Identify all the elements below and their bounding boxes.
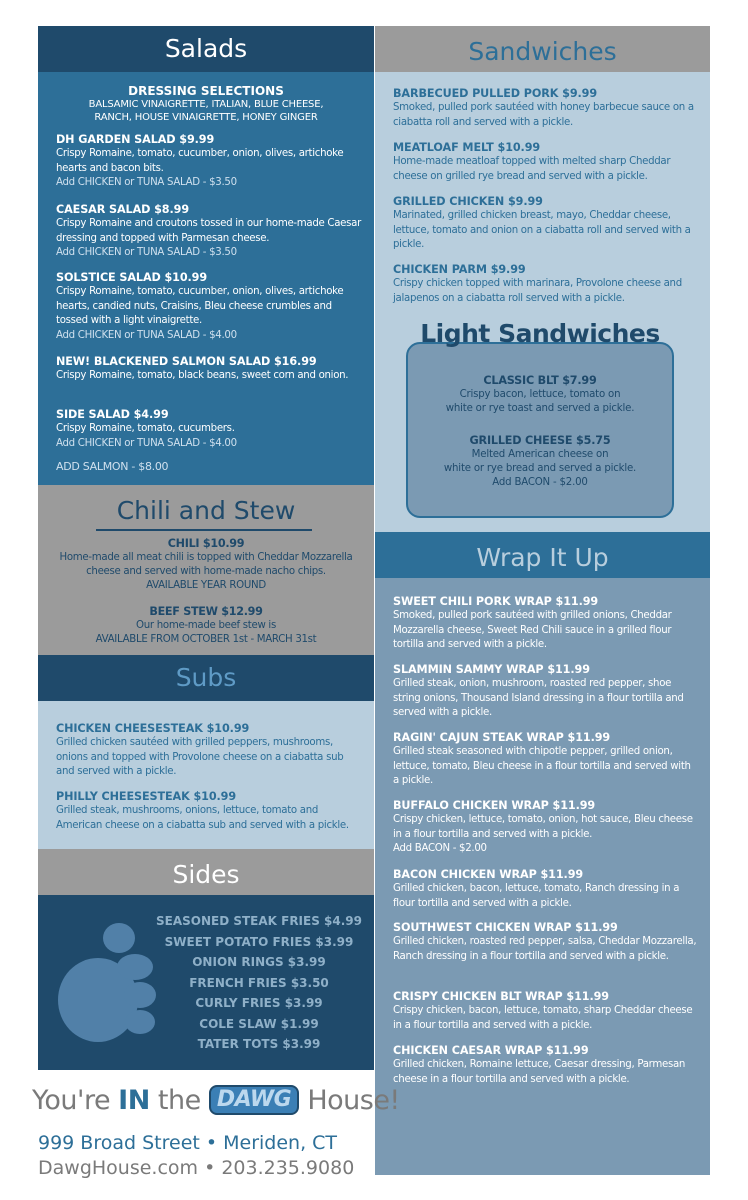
wraps-title: Wrap It Up	[476, 543, 609, 572]
item-desc: Melted American cheese on	[471, 449, 609, 460]
item-desc: Smoked, pulled pork sautéed with honey barbecue sauce on a ciabatta roll and served with a pickle.	[393, 102, 694, 128]
item-desc: Grilled steak, mushrooms, onions, lettuce, tomato and American cheese on a ciabatta sub and served with a pickle.	[56, 805, 349, 831]
item-desc: Crispy Romaine, tomato, cucumber, onion, olives, artichoke hearts and bacon bits.	[56, 148, 344, 174]
menu-item	[393, 662, 699, 721]
chili-title: Chili and Stew	[116, 496, 296, 525]
item-name: GRILLED CHEESE $5.75	[469, 434, 611, 447]
add-salmon: ADD SALMON - $8.00	[56, 460, 169, 473]
item-desc: Crispy chicken, bacon, lettuce, tomato, sharp Cheddar cheese in a flour tortilla and served with a pickle.	[393, 1005, 693, 1031]
sides-list	[38, 911, 374, 1055]
menu-item	[408, 374, 672, 416]
menu-item	[393, 86, 699, 130]
dressing-line: BALSAMIC VINAIGRETTE, ITALIAN, BLUE CHEESE,	[88, 99, 324, 110]
item-desc: Crispy Romaine, tomato, cucumbers.	[56, 423, 235, 434]
item-desc: Grilled chicken, roasted red pepper, salsa, Cheddar Mozzarella, Ranch dressing in a flour tortilla and served with a pickle.	[393, 936, 697, 962]
item-name: CLASSIC BLT $7.99	[483, 374, 597, 387]
menu-item	[38, 537, 374, 593]
menu-item	[56, 407, 362, 451]
menu-item	[393, 262, 699, 306]
item-name: CHICKEN CHEESESTEAK $10.99	[56, 722, 250, 735]
sides-title: Sides	[172, 860, 240, 889]
item-desc: Grilled chicken, Romaine lettuce, Caesar dressing, Parmesan cheese in a flour tortilla and served with a pickle.	[393, 1059, 686, 1085]
salads-section	[38, 72, 374, 485]
item-desc: Home-made meatloaf topped with melted sharp Cheddar cheese on grilled rye bread and served with a pickle.	[393, 156, 671, 182]
subs-section	[38, 701, 374, 849]
menu-item	[56, 354, 362, 384]
item-desc: Crispy Romaine, tomato, black beans, sweet corn and onion.	[56, 370, 349, 381]
title-underline	[96, 529, 312, 531]
slogan-in: IN	[118, 1085, 150, 1116]
menu-item	[393, 594, 699, 653]
menu-item	[393, 1043, 699, 1087]
item-name: BARBECUED PULLED PORK $9.99	[393, 87, 598, 100]
item-desc: Grilled steak seasoned with chipotle pepper, grilled onion, lettuce, tomato, Bleu cheese in a flour tortilla and served with a pickle.	[393, 746, 691, 786]
item-desc: Our home-made beef stew is	[136, 620, 276, 631]
item-name: MEATLOAF MELT $10.99	[393, 141, 541, 154]
item-name: PHILLY CHEESESTEAK $10.99	[56, 790, 237, 803]
item-name: BUFFALO CHICKEN WRAP $11.99	[393, 799, 596, 812]
light-sandwiches-title: Light Sandwiches	[420, 319, 660, 348]
item-addon: Add BACON - $2.00	[492, 477, 588, 488]
item-desc: Grilled chicken, bacon, lettuce, tomato, Ranch dressing in a flour tortilla and served with a pickle.	[393, 883, 680, 909]
item-name: CHILI $10.99	[167, 537, 245, 550]
menu-item	[393, 867, 699, 911]
menu-item	[56, 202, 362, 261]
dawg-logo: DAWG	[209, 1085, 299, 1115]
item-name: CHICKEN CAESAR WRAP $11.99	[393, 1044, 589, 1057]
chili-header	[38, 485, 374, 535]
item-desc: white or rye toast and served a pickle.	[445, 403, 635, 414]
dressing-line: RANCH, HOUSE VINAIGRETTE, HONEY GINGER	[94, 112, 318, 123]
slogan-text: You're	[32, 1085, 119, 1116]
footer-address: 999 Broad Street • Meriden, CT	[38, 1132, 338, 1154]
item-name: CAESAR SALAD $8.99	[56, 203, 190, 216]
subs-header	[38, 655, 374, 701]
menu-item	[56, 132, 362, 191]
item-addon: Add CHICKEN or TUNA SALAD - $3.50	[56, 177, 237, 188]
wraps-header	[375, 532, 710, 578]
item-note: AVAILABLE YEAR ROUND	[146, 580, 266, 591]
menu-item	[393, 989, 699, 1033]
dressing-title: DRESSING SELECTIONS	[128, 84, 284, 98]
chili-section	[38, 535, 374, 655]
item-desc: white or rye bread and served a pickle.	[443, 463, 637, 474]
salads-header	[38, 26, 374, 72]
item-name: SOUTHWEST CHICKEN WRAP $11.99	[393, 921, 618, 934]
menu-item	[56, 270, 362, 343]
footer-website-phone: DawgHouse.com • 203.235.9080	[38, 1157, 355, 1179]
item-name: CHICKEN PARM $9.99	[393, 263, 526, 276]
wraps-section	[375, 578, 710, 1175]
slogan-text: House!	[299, 1085, 400, 1116]
item-addon: Add CHICKEN or TUNA SALAD - $3.50	[56, 247, 237, 258]
item-name: NEW! BLACKENED SALMON SALAD $16.99	[56, 355, 317, 368]
menu-item	[38, 605, 374, 647]
light-sandwiches-box	[406, 342, 674, 518]
side-item: TATER TOTS $3.99	[197, 1037, 321, 1051]
side-item: CURLY FRIES $3.99	[195, 996, 323, 1010]
item-desc: Crispy bacon, lettuce, tomato on	[459, 389, 621, 400]
item-desc: Grilled steak, onion, mushroom, roasted red pepper, shoe string onions, Thousand Island dressing in a flour tortilla and served with a pickle.	[393, 678, 684, 718]
menu-item	[56, 789, 362, 833]
item-name: RAGIN' CAJUN STEAK WRAP $11.99	[393, 731, 611, 744]
item-desc: Crispy Romaine and croutons tossed in our home-made Caesar dressing and topped with Parmesan cheese.	[56, 218, 361, 244]
item-desc: Marinated, grilled chicken breast, mayo, Cheddar cheese, lettuce, tomato and onion on a ciabatta roll and served with a pickle.	[393, 210, 691, 250]
item-name: SOLSTICE SALAD $10.99	[56, 271, 208, 284]
dressing-selections	[38, 84, 374, 124]
footer-slogan	[32, 1085, 400, 1116]
item-desc: Home-made all meat chili is topped with Cheddar Mozzarella cheese and served with home-made nacho chips.	[59, 552, 353, 577]
item-desc: Smoked, pulled pork sautéed with grilled onions, Cheddar Mozzarella cheese, Sweet Red Chili sauce in a grilled flour tortilla and served with a pickle.	[393, 610, 672, 650]
menu-item	[408, 434, 672, 490]
sides-header	[38, 849, 374, 895]
side-item: SWEET POTATO FRIES $3.99	[164, 934, 354, 949]
item-name: SLAMMIN SAMMY WRAP $11.99	[393, 663, 590, 676]
item-addon: Add BACON - $2.00	[393, 843, 487, 854]
subs-title: Subs	[175, 663, 237, 692]
side-item: COLE SLAW $1.99	[199, 1016, 319, 1031]
sandwiches-title: Sandwiches	[468, 37, 617, 66]
side-item: SEASONED STEAK FRIES $4.99	[155, 914, 362, 928]
menu-item	[393, 140, 699, 184]
item-name: GRILLED CHICKEN $9.99	[393, 195, 543, 208]
menu-item	[393, 194, 699, 253]
sandwiches-header	[375, 26, 710, 72]
item-desc: Crispy Romaine, tomato, cucumber, onion, olives, artichoke hearts, candied nuts, Craisins, Bleu cheese crumbles and tossed with a light vinaigrette.	[56, 286, 344, 326]
menu-item	[56, 721, 362, 780]
menu-item	[393, 730, 699, 789]
item-name: SWEET CHILI PORK WRAP $11.99	[393, 595, 599, 608]
item-name: BEEF STEW $12.99	[149, 605, 263, 618]
side-item: FRENCH FRIES $3.50	[189, 975, 329, 990]
item-addon: Add CHICKEN or TUNA SALAD - $4.00	[56, 329, 237, 341]
side-item: ONION RINGS $3.99	[192, 955, 326, 969]
sides-section	[38, 895, 374, 1070]
menu-item	[393, 920, 699, 964]
item-addon: Add CHICKEN or TUNA SALAD - $4.00	[56, 437, 237, 449]
salads-title: Salads	[164, 34, 248, 63]
menu-item	[393, 798, 699, 857]
item-desc: Grilled chicken sautéed with grilled peppers, mushrooms, onions and topped with Provolone cheese on a ciabatta sub and served with a pickle.	[56, 737, 344, 777]
slogan-text: the	[149, 1085, 209, 1116]
item-desc: Crispy chicken topped with marinara, Provolone cheese and jalapenos on a ciabatta roll served with a pickle.	[393, 278, 682, 304]
item-desc: Crispy chicken, lettuce, tomato, onion, hot sauce, Bleu cheese in a flour tortilla and served with a pickle.	[393, 814, 693, 840]
item-name: SIDE SALAD $4.99	[56, 408, 169, 421]
item-name: BACON CHICKEN WRAP $11.99	[393, 868, 584, 881]
item-name: CRISPY CHICKEN BLT WRAP $11.99	[393, 990, 609, 1003]
item-name: DH GARDEN SALAD $9.99	[56, 133, 215, 146]
item-note: AVAILABLE FROM OCTOBER 1st - MARCH 31st	[95, 634, 317, 645]
